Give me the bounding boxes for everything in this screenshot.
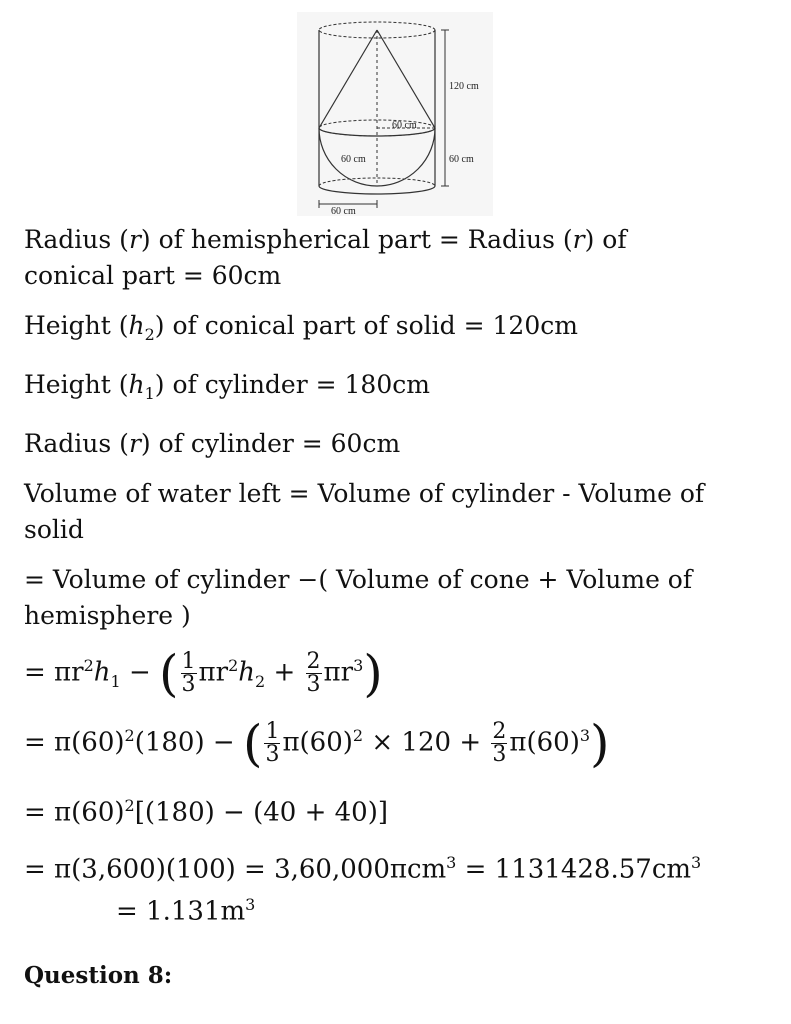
equation-2: = $\pi(60)^2(180)$ − ( $\frac{1}{3}$ $\pi(60)^2 \times 120$ + $\frac{2}{3}$ $\pi(60)^3$) (24, 714, 610, 773)
equation-3: = $\pi(60)^2[(180) - (40 + 40)]$ (24, 796, 388, 828)
label-base: 60 cm (331, 206, 356, 216)
line-hemisphere: hemisphere ) (24, 601, 191, 630)
line-radius-hemi: Radius (r) of hemispherical part = Radius (r) of (24, 225, 627, 254)
label-radius-top: 60 cm (392, 120, 417, 131)
equation-5: = $1.131m^3$ (116, 895, 256, 927)
line-radius-cylinder: Radius (r) of cylinder = 60cm (24, 429, 401, 458)
label-right-lower: 60 cm (449, 154, 474, 165)
equation-4: = $\pi(3,600)(100) = 3,60,000\pi cm^3 = 1131428.57cm^3$ (24, 852, 702, 885)
line-conical-part: conical part = 60cm (24, 261, 282, 290)
equation-1: = $\pi r^2h_1$ − ( $\frac{1}{3}$ $\pi r^2h_2$ + $\frac{2}{3}$ $\pi r^3$) (24, 644, 383, 703)
question-heading: Question 8: (24, 962, 173, 989)
label-hemi-depth: 60 cm (341, 154, 366, 165)
cylinder-figure (297, 12, 493, 216)
line-volume-water: Volume of water left = Volume of cylinder - Volume of (24, 479, 705, 508)
line-height-cylinder: Height $(h_1)$ of cylinder = 180cm (24, 370, 430, 403)
solution-body (24, 222, 784, 930)
line-solid: solid (24, 515, 84, 544)
line-height-cone: Height $(h_2)$ of conical part of solid = 120cm (24, 311, 578, 344)
label-height-120: 120 cm (449, 81, 479, 92)
line-volume-expanded: = Volume of cylinder −( Volume of cone + Volume of (24, 565, 693, 594)
